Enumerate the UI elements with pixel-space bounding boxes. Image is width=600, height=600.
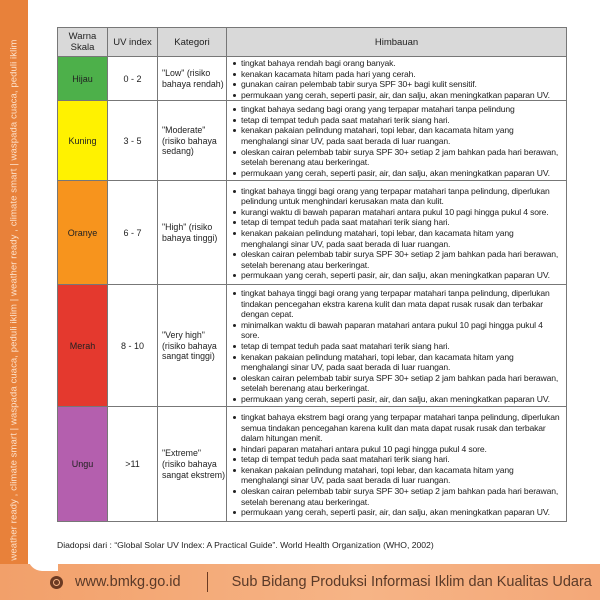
- advice-item: kenakan pakaian pelindung matahari, topi lebar, dan kacamata hitam yang menghalangi sinar UV, pada saat berada di luar ruangan.: [231, 352, 563, 373]
- advice-item: permukaan yang cerah, seperti pasir, air, dan salju, akan meningkatkan paparan UV.: [231, 168, 563, 179]
- header-advice: Himbauan: [227, 28, 567, 57]
- advice-cell: [227, 101, 567, 181]
- category-cell: "Low" (risiko bahaya rendah): [158, 57, 227, 101]
- advice-item: kenakan kacamata hitam pada hari yang cerah.: [231, 69, 563, 80]
- table-row: [58, 285, 567, 407]
- advice-item: tingkat bahaya sedang bagi orang yang terpapar matahari tanpa pelindung: [231, 104, 563, 115]
- advice-cell: [227, 181, 567, 285]
- table-row: [58, 407, 567, 522]
- advice-item: tetap di tempat teduh pada saat matahari terik siang hari.: [231, 217, 563, 228]
- color-cell: Hijau: [58, 57, 108, 101]
- advice-item: oleskan cairan pelembab tabir surya SPF 30+ setiap 2 jam bahkan pada hari berawan, setelah berenang atau berkeringat.: [231, 373, 563, 394]
- divider: [207, 572, 208, 592]
- website-link[interactable]: www.bmkg.go.id: [75, 574, 181, 590]
- advice-item: minimalkan waktu di bawah paparan matahari antara pukul 10 pagi hingga pukul 4 sore.: [231, 320, 563, 341]
- advice-item: kenakan pakaian pelindung matahari, topi lebar, dan kacamata hitam yang menghalangi sinar UV, pada saat berada di luar ruangan.: [231, 228, 563, 249]
- advice-item: hindari paparan matahari antara pukul 10 pagi hingga pukul 4 sore.: [231, 444, 563, 455]
- category-cell: "Extreme" (risiko bahaya sangat ekstrem): [158, 407, 227, 522]
- uv-index-table: [57, 27, 567, 522]
- division-name: Sub Bidang Produksi Informasi Iklim dan Kualitas Udara: [231, 574, 592, 590]
- header-color: Warna Skala: [58, 28, 108, 57]
- table-row: [58, 181, 567, 285]
- source-note: Diadopsi dari : “Global Solar UV Index: A Practical Guide”. World Health Organization (WHO, 2002): [57, 540, 434, 550]
- category-cell: "Very high" (risiko bahaya sangat tinggi): [158, 285, 227, 407]
- globe-icon: [50, 576, 63, 589]
- header-uv: UV index: [108, 28, 158, 57]
- uv-range-cell: 3 - 5: [108, 101, 158, 181]
- advice-item: oleskan cairan pelembab tabir surya SPF 30+ setiap 2 jam bahkan pada hari berawan, setelah berenang atau berkeringat.: [231, 249, 563, 270]
- uv-range-cell: 6 - 7: [108, 181, 158, 285]
- side-strip: [0, 0, 28, 600]
- advice-item: tingkat bahaya tinggi bagi orang yang terpapar matahari tanpa pelindung, diperlukan pelindung untuk menghindari kerusakan mata dan kulit.: [231, 186, 563, 207]
- advice-item: tetap di tempat teduh pada saat matahari terik siang hari.: [231, 341, 563, 352]
- advice-item: tingkat bahaya tinggi bagi orang yang terpapar matahari tanpa pelindung, diperlukan tindakan pencegahan ekstra karena kulit dan mata dapat rusak rusak dan terbakar dengan cepat.: [231, 288, 563, 320]
- advice-item: permukaan yang cerah, seperti pasir, air, dan salju, akan meningkatkan paparan UV.: [231, 270, 563, 281]
- advice-item: kenakan pakaian pelindung matahari, topi lebar, dan kacamata hitam yang menghalangi sinar UV, pada saat berada di luar ruangan.: [231, 465, 563, 486]
- advice-item: gunakan cairan pelembab tabir surya SPF 30+ bagi kulit sensitif.: [231, 79, 563, 90]
- uv-range-cell: >11: [108, 407, 158, 522]
- advice-cell: [227, 57, 567, 101]
- advice-item: tingkat bahaya rendah bagi orang banyak.: [231, 58, 563, 69]
- advice-item: tetap di tempat teduh pada saat matahari terik siang hari.: [231, 454, 563, 465]
- table-header: [58, 28, 567, 57]
- side-slogan: weather ready , climate smart | waspada cuaca, peduli iklim | weather ready , climate smart | waspada cuaca, peduli iklim: [8, 39, 20, 561]
- color-cell: Ungu: [58, 407, 108, 522]
- advice-item: tingkat bahaya ekstrem bagi orang yang terpapar matahari tanpa pelindung, diperlukan semua tindakan pencegahan karena kulit dan mata dapat rusak rusak dan terbakar dalam hitungan menit.: [231, 412, 563, 444]
- advice-item: oleskan cairan pelembab tabir surya SPF 30+ setiap 2 jam bahkan pada hari berawan, setelah berenang atau berkeringat.: [231, 147, 563, 168]
- category-cell: "Moderate" (risiko bahaya sedang): [158, 101, 227, 181]
- color-cell: Oranye: [58, 181, 108, 285]
- advice-item: kurangi waktu di bawah paparan matahari antara pukul 10 pagi hingga pukul 4 sore.: [231, 207, 563, 218]
- header-category: Kategori: [158, 28, 227, 57]
- uv-range-cell: 0 - 2: [108, 57, 158, 101]
- advice-item: kenakan pakaian pelindung matahari, topi lebar, dan kacamata hitam yang menghalangi sinar UV, pada saat berada di luar ruangan.: [231, 125, 563, 146]
- advice-item: permukaan yang cerah, seperti pasir, air, dan salju, akan meningkatkan paparan UV.: [231, 394, 563, 405]
- advice-cell: [227, 407, 567, 522]
- advice-item: oleskan cairan pelembab tabir surya SPF 30+ setiap 2 jam bahkan pada hari berawan, setelah berenang atau berkeringat.: [231, 486, 563, 507]
- table-row: [58, 57, 567, 101]
- category-cell: "High" (risiko bahaya tinggi): [158, 181, 227, 285]
- color-cell: Merah: [58, 285, 108, 407]
- advice-item: permukaan yang cerah, seperti pasir, air, dan salju, akan meningkatkan paparan UV.: [231, 507, 563, 518]
- uv-range-cell: 8 - 10: [108, 285, 158, 407]
- advice-item: permukaan yang cerah, seperti pasir, air, dan salju, akan meningkatkan paparan UV.: [231, 90, 563, 101]
- advice-item: tetap di tempat teduh pada saat matahari terik siang hari.: [231, 115, 563, 126]
- table-row: [58, 101, 567, 181]
- color-cell: Kuning: [58, 101, 108, 181]
- footer: [0, 564, 600, 600]
- advice-cell: [227, 285, 567, 407]
